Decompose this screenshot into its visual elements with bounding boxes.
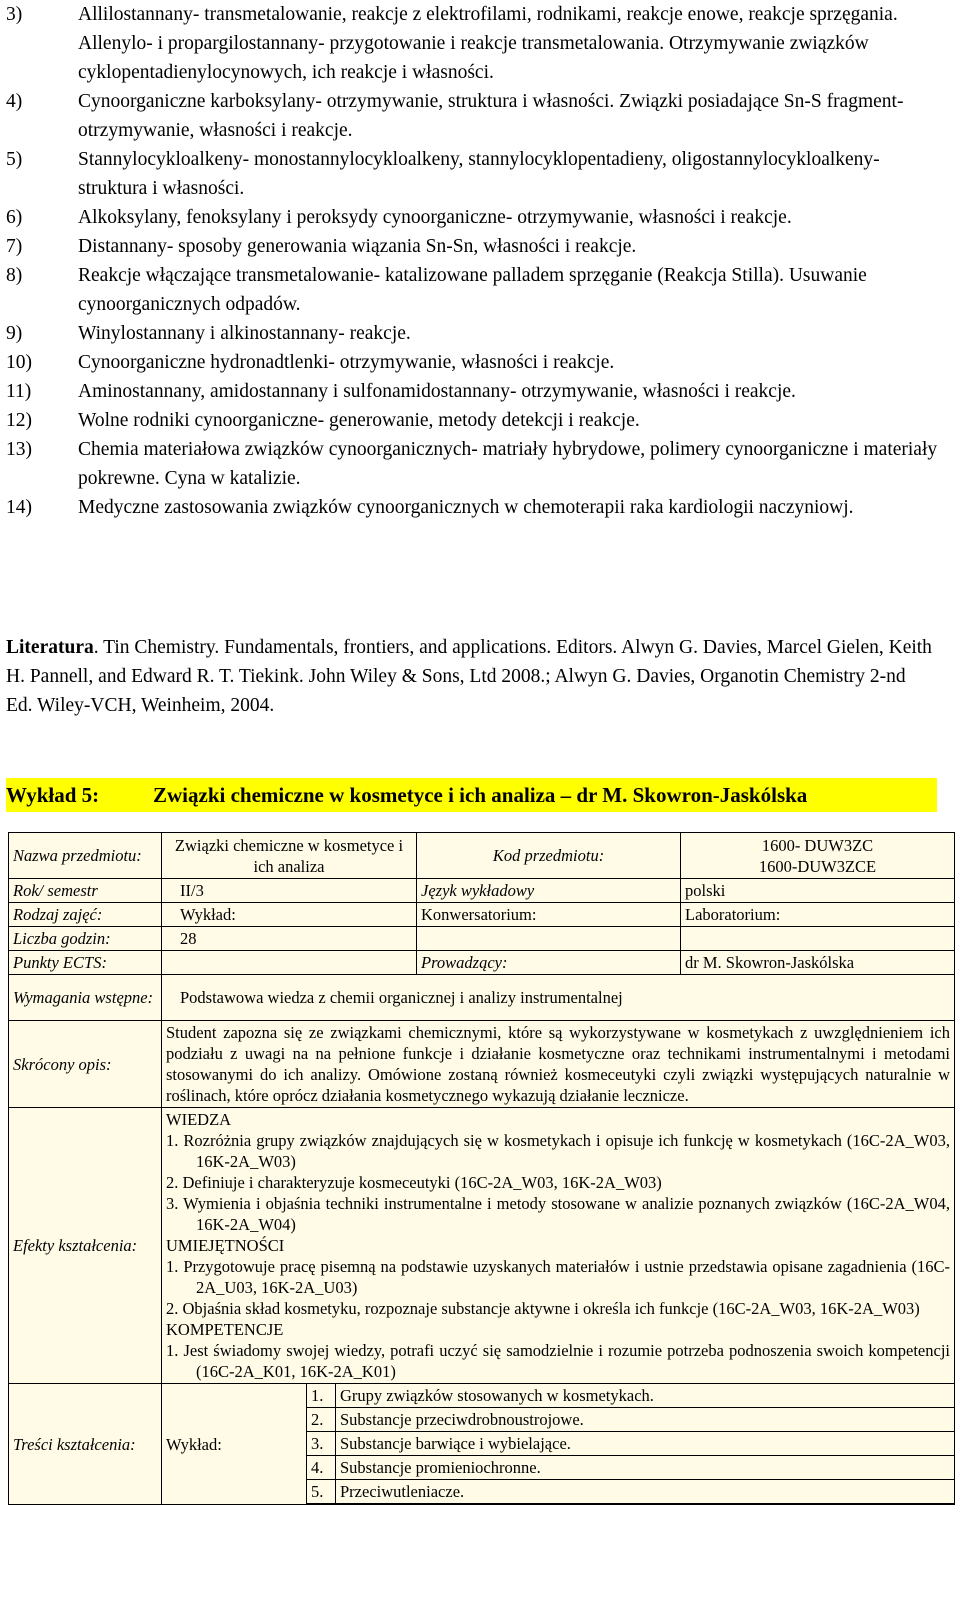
topic-text: Distannany- sposoby generowania wiązania Sn-Sn, własności i reakcje. [78, 236, 637, 257]
course-code-label: Kod przedmiotu: [417, 833, 681, 879]
topic-number: 11) [6, 381, 32, 402]
skills-list [166, 1256, 950, 1319]
knowledge-heading: WIEDZA [166, 1110, 232, 1129]
topic-number: 7) [6, 236, 23, 257]
topic-text: Allilostannany- transmetalowanie, reakcje z elektrofilami, rodnikami, reakcje enowe, reakcje sprzęgania. Allenylo- i propargilostannany- przygotowanie i reakcje transmetalowania. Otrzymywanie związków cyklopentadienylocynowych, ich reakcje i własności. [78, 4, 898, 83]
outcome-item: 1. Jest świadomy swojej wiedzy, potrafi uczyć się samodzielnie i rozumie potrzeba podnoszenia swoich kompetencji (16C-2A_K01, 16K-2A_K01) [166, 1341, 950, 1381]
outcome-item: 1. Przygotowuje pracę pisemną na podstawie uzyskanych materiałów i ustnie przedstawia opisane zagadnienia (16C-2A_U03, 16K-2A_U03) [166, 1257, 950, 1297]
contents-list-cell [307, 1384, 955, 1505]
topic-item [6, 87, 946, 145]
topic-item [6, 0, 946, 87]
outcome-item: 2. Definiuje i charakteryzuje kosmeceutyki (16C-2A_W03, 16K-2A_W03) [166, 1173, 662, 1192]
topic-number: 5) [6, 149, 23, 170]
contents-item-text: Substancje promieniochronne. [336, 1456, 955, 1480]
contents-item-number: 2. [307, 1408, 336, 1432]
contents-label: Treści kształcenia: [9, 1384, 162, 1505]
course-code-value-2: 1600-DUW3ZCE [758, 856, 877, 876]
topic-number: 12) [6, 410, 32, 431]
skills-heading: UMIEJĘTNOŚCI [166, 1236, 285, 1255]
contents-item [307, 1384, 954, 1408]
course-code-value-1: 1600- DUW3ZC [761, 835, 874, 855]
topic-text: Medyczne zastosowania związków cynoorganicznych w chemoterapii raka kardiologii naczyniowj. [78, 497, 854, 518]
class-type-lecture: Wykład: [162, 903, 417, 927]
topic-number: 10) [6, 352, 32, 373]
hours-label: Liczba godzin: [9, 927, 162, 951]
language-value: polski [681, 879, 955, 903]
topic-number: 6) [6, 207, 23, 228]
short-description-value: Student zapozna się ze związkami chemicznymi, które są wykorzystywane w kosmetykach z uwzględnieniem ich podziału z uwagi na na pełnione funkcje i działanie kosmetyczne oraz technikami instrumentalnymi i metodami stosowanymi do ich analizy. Omówione zostaną również kosmeceutyki czyli związki występujących naturalnie w roślinach, które oprócz działania kosmetycznego wykazują działanie lecznicze. [162, 1021, 955, 1108]
lecture-number: Wykład 5: [6, 783, 100, 807]
language-label: Język wykładowy [417, 879, 681, 903]
topic-number: 4) [6, 91, 23, 112]
topic-item [6, 203, 946, 232]
topic-text: Reakcje włączające transmetalowanie- katalizowane palladem sprzęganie (Reakcja Stilla). Usuwanie cynoorganicznych odpadów. [78, 265, 867, 315]
lecture-title: Związki chemiczne w kosmetyce i ich analiza – dr M. Skowron-Jaskólska [153, 783, 808, 807]
contents-item [307, 1480, 954, 1504]
contents-list [307, 1384, 954, 1504]
requirements-label: Wymagania wstępne: [9, 975, 162, 1021]
outcome-item: 1. Rozróżnia grupy związków znajdujących się w kosmetykach i opisuje ich funkcję w kosmetykach (16C-2A_W03, 16K-2A_W03) [166, 1131, 950, 1171]
ects-value [162, 951, 417, 975]
topic-text: Alkoksylany, fenoksylany i peroksydy cynoorganiczne- otrzymywanie, własności i reakcje. [78, 207, 792, 228]
topic-number: 9) [6, 323, 23, 344]
competences-heading: KOMPETENCJE [166, 1320, 284, 1339]
lecturer-label: Prowadzący: [417, 951, 681, 975]
learning-outcomes-value [162, 1108, 955, 1384]
literature-text: . Tin Chemistry. Fundamentals, frontiers, and applications. Editors. Alwyn G. Davies, Marcel Gielen, Keith H. Pannell, and Edward R. T. Tiekink. John Wiley & Sons, Ltd 2008.; Alwyn G. Davies, Organotin Chemistry 2-nd Ed. Wiley-VCH, Weinheim, 2004. [6, 637, 932, 716]
ects-label: Punkty ECTS: [9, 951, 162, 975]
lecturer-value: dr M. Skowron-Jaskólska [681, 951, 955, 975]
contents-item [307, 1456, 954, 1480]
contents-item [307, 1432, 954, 1456]
topic-item [6, 261, 946, 319]
topic-item [6, 435, 946, 493]
topic-item [6, 493, 946, 522]
topic-text: Wolne rodniki cynoorganiczne- generowanie, metody detekcji i reakcje. [78, 410, 640, 431]
topic-item [6, 319, 946, 348]
topic-text: Winylostannany i alkinostannany- reakcje. [78, 323, 411, 344]
topic-text: Aminostannany, amidostannany i sulfonamidostannany- otrzymywanie, własności i reakcje. [78, 381, 796, 402]
requirements-value: Podstawowa wiedza z chemii organicznej i analizy instrumentalnej [162, 975, 955, 1021]
contents-lecture-label: Wykład: [162, 1384, 307, 1505]
contents-item-text: Substancje przeciwdrobnoustrojowe. [336, 1408, 955, 1432]
contents-item-number: 4. [307, 1456, 336, 1480]
class-type-label: Rodzaj zajęć: [9, 903, 162, 927]
topic-text: Chemia materiałowa związków cynoorganicznych- matriały hybrydowe, polimery cynoorganiczne i materiały pokrewne. Cyna w katalizie. [78, 439, 938, 489]
topic-text: Cynoorganiczne hydronadtlenki- otrzymywanie, własności i reakcje. [78, 352, 615, 373]
topic-item [6, 232, 946, 261]
topic-number: 8) [6, 265, 23, 286]
topic-number: 13) [6, 439, 32, 460]
year-semester-value: II/3 [162, 879, 417, 903]
contents-item-number: 3. [307, 1432, 336, 1456]
hours-empty-2 [681, 927, 955, 951]
lecture-heading [6, 778, 937, 812]
course-name-value: Związki chemiczne w kosmetyce i ich analiza [162, 833, 417, 879]
contents-item [307, 1408, 954, 1432]
competences-list [166, 1340, 950, 1382]
short-description-label: Skrócony opis: [9, 1021, 162, 1108]
contents-item-text: Przeciwutleniacze. [336, 1480, 955, 1504]
knowledge-list [166, 1130, 950, 1235]
class-type-conversatory: Konwersatorium: [417, 903, 681, 927]
literature-paragraph [6, 633, 936, 720]
topic-number: 14) [6, 497, 32, 518]
year-semester-label: Rok/ semestr [9, 879, 162, 903]
contents-item-text: Substancje barwiące i wybielające. [336, 1432, 955, 1456]
course-code-value [681, 833, 955, 879]
literature-label: Literatura [6, 637, 94, 658]
contents-item-number: 5. [307, 1480, 336, 1504]
contents-item-number: 1. [307, 1384, 336, 1408]
course-name-label: Nazwa przedmiotu: [9, 833, 162, 879]
learning-outcomes-label: Efekty kształcenia: [9, 1108, 162, 1384]
contents-item-text: Grupy związków stosowanych w kosmetykach. [336, 1384, 955, 1408]
outcome-item: 2. Objaśnia skład kosmetyku, rozpoznaje substancje aktywne i określa ich funkcje (16C-2A_W03, 16K-2A_W03) [166, 1299, 920, 1318]
hours-value: 28 [162, 927, 417, 951]
topic-text: Stannylocykloalkeny- monostannylocykloalkeny, stannylocyklopentadieny, oligostannylocykloalkeny- struktura i własności. [78, 149, 880, 199]
class-type-laboratory: Laboratorium: [681, 903, 955, 927]
topic-number: 3) [6, 4, 23, 25]
topic-item [6, 348, 946, 377]
hours-empty-1 [417, 927, 681, 951]
topic-list [6, 0, 946, 522]
topic-item [6, 377, 946, 406]
course-table [8, 832, 955, 1505]
topic-text: Cynoorganiczne karboksylany- otrzymywanie, struktura i własności. Związki posiadające Sn-S fragment-otrzymywanie, własności i reakcje. [78, 91, 904, 141]
topic-item [6, 145, 946, 203]
topic-item [6, 406, 946, 435]
outcome-item: 3. Wymienia i objaśnia techniki instrumentalne i metody stosowane w analizie poznanych związków (16C-2A_W04, 16K-2A_W04) [166, 1194, 950, 1234]
